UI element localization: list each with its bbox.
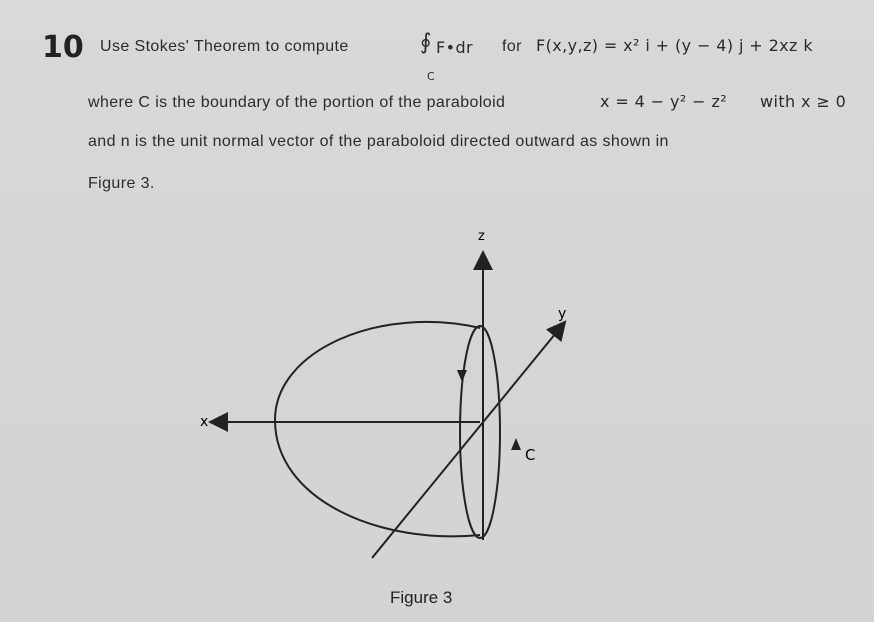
orientation-arrow-up bbox=[511, 438, 521, 450]
closed-integral-symbol: ∮ bbox=[420, 30, 432, 55]
z-axis-label: z bbox=[478, 229, 485, 244]
integral-subscript: C bbox=[427, 70, 435, 83]
question-line-4: Figure 3. bbox=[88, 175, 155, 192]
question-line-1 bbox=[100, 38, 349, 56]
curve-c-label: C bbox=[525, 446, 536, 464]
question-number: 10 bbox=[42, 30, 84, 65]
figure-caption: Figure 3 bbox=[390, 588, 453, 607]
question-line-2: where C is the boundary of the portion of the paraboloid bbox=[88, 94, 506, 111]
vector-field-expression: F(x,y,z) = x² i + (y − 4) j + 2xz k bbox=[536, 36, 813, 55]
y-axis-label: y bbox=[558, 306, 567, 322]
boundary-curve-c bbox=[460, 326, 500, 538]
y-axis bbox=[372, 328, 560, 558]
domain-condition: with x ≥ 0 bbox=[760, 92, 847, 111]
question-prefix: Use Stokes' Theorem to compute bbox=[100, 38, 349, 55]
question-line-3: and n is the unit normal vector of the paraboloid directed outward as shown in bbox=[88, 133, 669, 150]
surface-expression: x = 4 − y² − z² bbox=[600, 92, 728, 111]
for-word: for bbox=[502, 38, 522, 55]
x-axis-label: x bbox=[200, 414, 209, 430]
figure-3-diagram bbox=[180, 210, 600, 580]
paraboloid-outline bbox=[275, 322, 480, 536]
orientation-arrow-down bbox=[457, 370, 467, 382]
integral-expression: F•dr bbox=[436, 38, 473, 57]
